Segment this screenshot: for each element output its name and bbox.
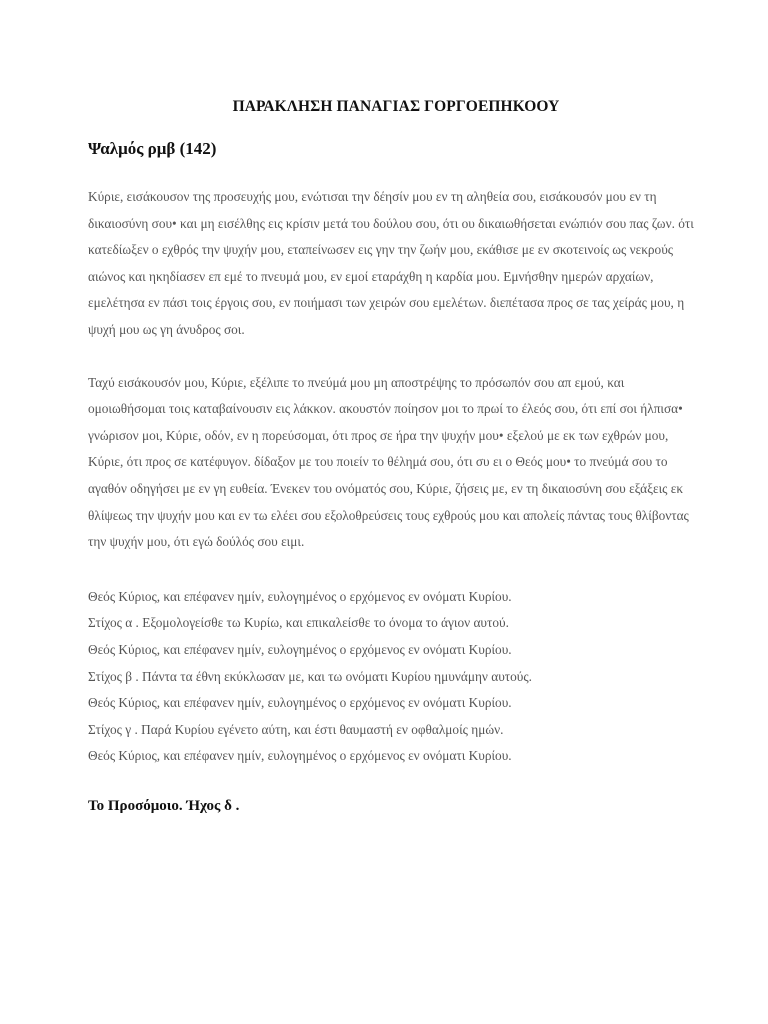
verse-line: Θεός Κύριος, και επέφανεν ημίν, ευλογημένος ο ερχόμενος εν ονόματι Κυρίου. bbox=[88, 641, 512, 657]
verse-line: Στίχος γ . Παρά Κυρίου εγένετο αύτη, και έστι θαυμαστή εν οφθαλμοίς ημών. bbox=[88, 721, 504, 737]
verse-line: Θεός Κύριος, και επέφανεν ημίν, ευλογημένος ο ερχόμενος εν ονόματι Κυρίου. bbox=[88, 695, 512, 711]
prosomoio-heading: Το Προσόμοιο. Ήχος δ . bbox=[88, 797, 240, 814]
psalm-heading: Ψαλμός ρμβ (142) bbox=[88, 139, 217, 158]
verse-line: Θεός Κύριος, και επέφανεν ημίν, ευλογημένος ο ερχόμενος εν ονόματι Κυρίου. bbox=[88, 588, 512, 604]
psalm-paragraph-2: Ταχύ εισάκουσόν μου, Κύριε, εξέλιπε το πνεύμά μου μη αποστρέψης το πρόσωπόν σου απ εμού, και ομοιωθήσομαι τοις καταβαίνουσιν εις λάκκον. ακουστόν ποίησον μοι το πρωί το έλεός σου, ότι επί σοι ήλπισα• γνώρισον μοι, Κύριε, οδόν, εν η πορεύσομαι, ότι προς σε ήρα την ψυχήν μου• εξελού με εκ των εχθρών μου, Κύριε, ότι προς σε κατέφυγον. δίδαξον με του ποιείν το θέλημά σου, ότι συ ει ο Θεός μου• το πνεύμά σου το αγαθόν οδηγήσει με εν γη ευθεία. Ένεκεν του ονόματός σου, Κύριε, ζήσεις με, εν τη δικαιοσύνη σου εξάξεις εκ θλίψεως την ψυχήν μου και εν τω ελέει σου εξολοθρεύσεις τους εχθρούς μου και απολείς πάντας τους θλίβοντας την ψυχήν μου, ότι εγώ δούλός σου ειμι. bbox=[88, 374, 689, 550]
verses-block bbox=[88, 584, 704, 770]
psalm-paragraph-1: Κύριε, εισάκουσον της προσευχής μου, ενώτισαι την δέησίν μου εν τη αληθεία σου, εισάκουσόν μου εν τη δικαιοσύνη σου• και μη εισέλθης εις κρίσιν μετά του δούλου σου, ότι ου δικαιωθήσεται ενώπιόν σου πας ζων. ότι κατεδίωξεν ο εχθρός την ψυχήν μου, εταπείνωσεν εις γην την ζωήν μου, εκάθισε με εν σκοτεινοίς ως νεκρούς αιώνος και ηκηδίασεν επ εμέ το πνευμά μου, εν εμοί εταράχθη η καρδία μου. Εμνήσθην ημερών αρχαίων, εμελέτησα εν πάσι τοις έργοις σου, εν ποιήμασι των χειρών σου εμελέτων. διεπέτασα προς σε τας χείράς μου, η ψυχή μου ως γη άνυδρος σοι. bbox=[88, 189, 694, 337]
verse-line: Θεός Κύριος, και επέφανεν ημίν, ευλογημένος ο ερχόμενος εν ονόματι Κυρίου. bbox=[88, 748, 512, 764]
verse-line: Στίχος α . Εξομολογείσθε τω Κυρίω, και επικαλείσθε το όνομα το άγιον αυτού. bbox=[88, 615, 509, 631]
verse-line: Στίχος β . Πάντα τα έθνη εκύκλωσαν με, και τω ονόματι Κυρίου ημυνάμην αυτούς. bbox=[88, 668, 532, 684]
document-title: ΠΑΡΑΚΛΗΣΗ ΠΑΝΑΓΙΑΣ ΓΟΡΓΟΕΠΗΚΟΟΥ bbox=[232, 98, 560, 115]
document-page bbox=[88, 92, 704, 820]
